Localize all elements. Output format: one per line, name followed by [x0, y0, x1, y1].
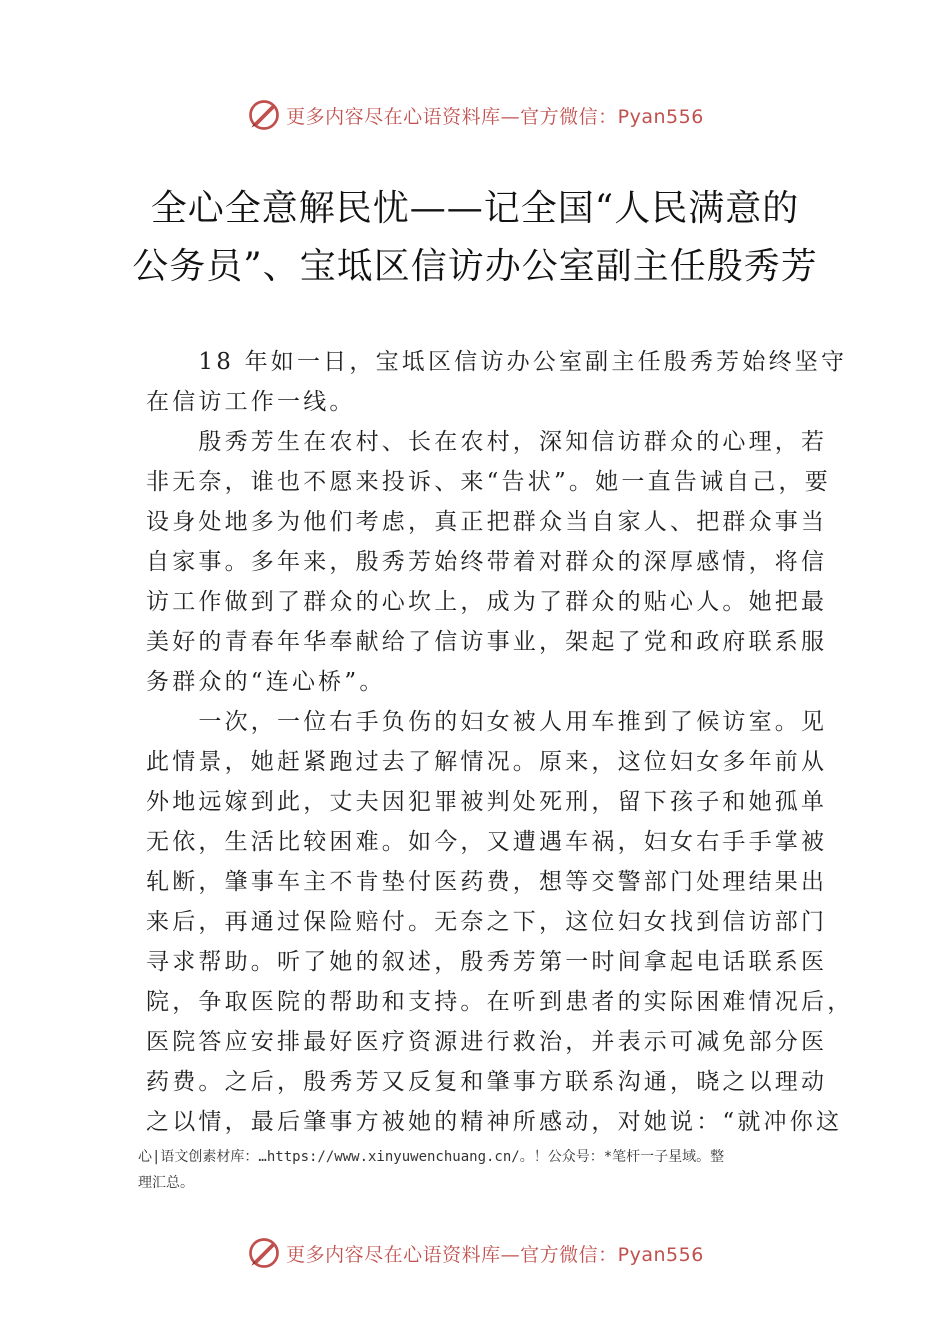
pen-logo-icon	[246, 97, 282, 133]
body-line: 殷秀芳生在农村、长在农村，深知信访群众的心理，若	[146, 429, 828, 455]
body-line: 18 年如一日，宝坻区信访办公室副主任殷秀芳始终坚守	[146, 349, 848, 375]
article-title	[100, 180, 850, 296]
body-line: 美好的青春年华奉献给了信访事业，架起了党和政府联系服	[146, 629, 828, 655]
body-line: 院，争取医院的帮助和支持。在听到患者的实际困难情况后，	[146, 989, 854, 1015]
banner-handle: Pyan556	[617, 1243, 704, 1266]
body-line: 轧断，肇事车主不肯垫付医药费，想等交警部门处理结果出	[146, 869, 828, 895]
footer-banner	[0, 1233, 950, 1273]
banner-handle: Pyan556	[617, 105, 704, 128]
footnote-line: 理汇总。	[138, 1175, 194, 1191]
body-line: 访工作做到了群众的心坎上，成为了群众的贴心人。她把最	[146, 589, 828, 615]
body-line: 寻求帮助。听了她的叙述，殷秀芳第一时间拿起电话联系医	[146, 949, 828, 975]
body-line: 设身处地多为他们考虑，真正把群众当自家人、把群众事当	[146, 509, 828, 535]
body-line: 在信访工作一线。	[146, 389, 356, 415]
body-line: 此情景，她赶紧跑过去了解情况。原来，这位妇女多年前从	[146, 749, 828, 775]
banner-text: 更多内容尽在心语资料库—官方微信：Pyan556	[286, 1243, 704, 1266]
body-line: 务群众的“连心桥”。	[146, 669, 386, 695]
body-line: 之以情，最后肇事方被她的精神所感动，对她说：“就冲你这	[146, 1109, 843, 1135]
body-line: 一次，一位右手负伤的妇女被人用车推到了候访室。见	[146, 709, 828, 735]
body-line: 自家事。多年来，殷秀芳始终带着对群众的深厚感情，将信	[146, 549, 828, 575]
pen-logo-icon	[246, 1235, 282, 1271]
body-line: 非无奈，谁也不愿来投诉、来“告状”。她一直告诫自己，要	[146, 469, 831, 495]
article-body	[146, 342, 854, 1142]
header-banner	[0, 95, 950, 135]
title-line: 公务员”、宝坻区信访办公室副主任殷秀芳	[132, 246, 818, 287]
body-line: 来后，再通过保险赔付。无奈之下，这位妇女找到信访部门	[146, 909, 828, 935]
source-footnote	[138, 1144, 828, 1196]
banner-text: 更多内容尽在心语资料库—官方微信：Pyan556	[286, 105, 704, 128]
body-line: 医院答应安排最好医疗资源进行救治，并表示可减免部分医	[146, 1029, 828, 1055]
footnote-line: 心|语文创素材库：…https://www.xinyuwenchuang.cn/。！公众号：*笔杆一子星域。整	[138, 1149, 725, 1165]
body-line: 外地远嫁到此，丈夫因犯罪被判处死刑，留下孩子和她孤单	[146, 789, 828, 815]
title-line: 全心全意解民忧——记全国“人民满意的	[150, 188, 800, 229]
body-line: 药费。之后，殷秀芳又反复和肇事方联系沟通，晓之以理动	[146, 1069, 828, 1095]
body-line: 无依，生活比较困难。如今，又遭遇车祸，妇女右手手掌被	[146, 829, 828, 855]
